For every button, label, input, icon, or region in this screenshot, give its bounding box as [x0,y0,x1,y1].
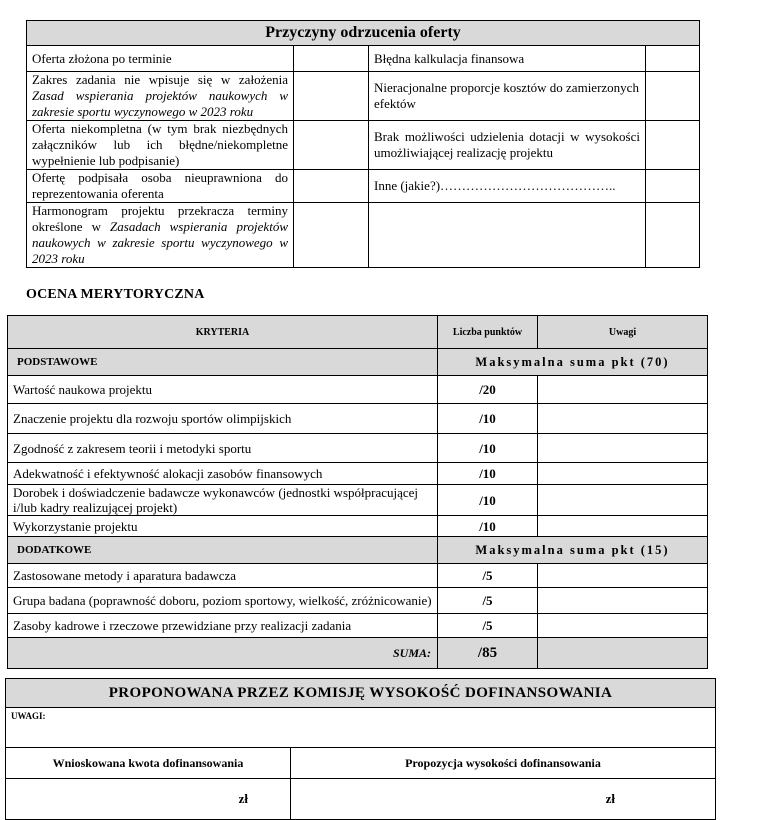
section-heading-ocena: OCENA MERYTORYCZNA [26,287,205,302]
reason-schedule-exceeds: Harmonogram projektu przekracza terminy określone w Zasadach wspierania projektów naukowych w zakresie sportu wyczynowego w 2023 roku [27,203,294,268]
criterion-points[interactable]: /20 [438,376,538,404]
funding-remarks-field[interactable]: UWAGI: [6,708,716,748]
criterion-notes[interactable] [538,485,708,516]
criterion-points[interactable]: /10 [438,463,538,485]
proposed-amount-label: Propozycja wysokości dofinansowania [291,748,716,779]
proposed-funding-table [5,678,716,820]
reason-checkbox[interactable] [646,46,700,72]
reason-checkbox[interactable] [294,203,369,268]
criterion-notes[interactable] [538,516,708,537]
section-dodatkowe: DODATKOWE [8,537,438,564]
criterion-name: Wykorzystanie projektu [8,516,438,537]
section-podstawowe: PODSTAWOWE [8,349,438,376]
criterion-name: Zastosowane metody i aparatura badawcza [8,564,438,588]
reason-no-grant-possibility: Brak możliwości udzielenia dotacji w wysokości umożliwiającej realizację projektu [369,121,646,170]
rejection-reasons-title: Przyczyny odrzucenia oferty [27,21,700,46]
header-kryteria: KRYTERIA [8,316,438,349]
suma-notes [538,638,708,669]
criterion-name: Wartość naukowa projektu [8,376,438,404]
requested-amount-field[interactable]: zł [6,779,291,820]
criterion-name: Adekwatność i efektywność alokacji zasobów finansowych [8,463,438,485]
reason-checkbox[interactable] [294,170,369,203]
criterion-points[interactable]: /10 [438,434,538,463]
reason-scope-mismatch: Zakres zadania nie wpisuje się w założenia Zasad wspierania projektów naukowych w zakresie sportu wyczynowego w 2023 roku [27,72,294,121]
criterion-name: Znaczenie projektu dla rozwoju sportów olimpijskich [8,404,438,434]
reason-checkbox[interactable] [294,121,369,170]
criterion-name: Zgodność z zakresem teorii i metodyki sportu [8,434,438,463]
reason-wrong-calculation: Błędna kalkulacja finansowa [369,46,646,72]
criterion-name: Grupa badana (poprawność doboru, poziom sportowy, wielkość, zróżnicowanie) [8,588,438,614]
criterion-points[interactable]: /5 [438,564,538,588]
reason-incomplete-offer: Oferta niekompletna (w tym brak niezbędnych załączników lub ich błędne/niekompletne wypełnienie lub podpisanie) [27,121,294,170]
header-liczba-punktow: Liczba punktów [438,316,538,349]
suma-value[interactable]: /85 [438,638,538,669]
funding-title: PROPONOWANA PRZEZ KOMISJĘ WYSOKOŚĆ DOFINANSOWANIA [6,679,716,708]
criterion-name: Dorobek i doświadczenie badawcze wykonawców (jednostki współpracującej i/lub kadry realizującej projekt) [8,485,438,516]
criterion-notes[interactable] [538,404,708,434]
reason-checkbox[interactable] [294,46,369,72]
criterion-notes[interactable] [538,564,708,588]
reason-unauthorized-signer: Ofertę podpisała osoba nieuprawniona do reprezentowania oferenta [27,170,294,203]
suma-label: SUMA: [8,638,438,669]
criterion-points[interactable]: /10 [438,404,538,434]
criterion-notes[interactable] [538,614,708,638]
merit-assessment-table [7,315,708,669]
reason-checkbox[interactable] [646,203,700,268]
reason-empty [369,203,646,268]
reason-checkbox[interactable] [646,170,700,203]
criterion-points[interactable]: /10 [438,485,538,516]
reason-late-submission: Oferta złożona po terminie [27,46,294,72]
criterion-points[interactable]: /5 [438,614,538,638]
reason-checkbox[interactable] [294,72,369,121]
criterion-points[interactable]: /5 [438,588,538,614]
reason-checkbox[interactable] [646,121,700,170]
rejection-reasons-table [26,20,700,268]
criterion-notes[interactable] [538,434,708,463]
criterion-points[interactable]: /10 [438,516,538,537]
requested-amount-label: Wnioskowana kwota dofinansowania [6,748,291,779]
criterion-name: Zasoby kadrowe i rzeczowe przewidziane przy realizacji zadania [8,614,438,638]
reason-other: Inne (jakie?)………………………………….. [369,170,646,203]
criterion-notes[interactable] [538,588,708,614]
reason-cost-proportions: Nieracjonalne proporcje kosztów do zamierzonych efektów [369,72,646,121]
criterion-notes[interactable] [538,463,708,485]
proposed-amount-field[interactable]: zł [291,779,716,820]
max-sum-dodatkowe: Maksymalna suma pkt (15) [438,537,708,564]
criterion-notes[interactable] [538,376,708,404]
reason-checkbox[interactable] [646,72,700,121]
max-sum-podstawowe: Maksymalna suma pkt (70) [438,349,708,376]
header-uwagi: Uwagi [538,316,708,349]
